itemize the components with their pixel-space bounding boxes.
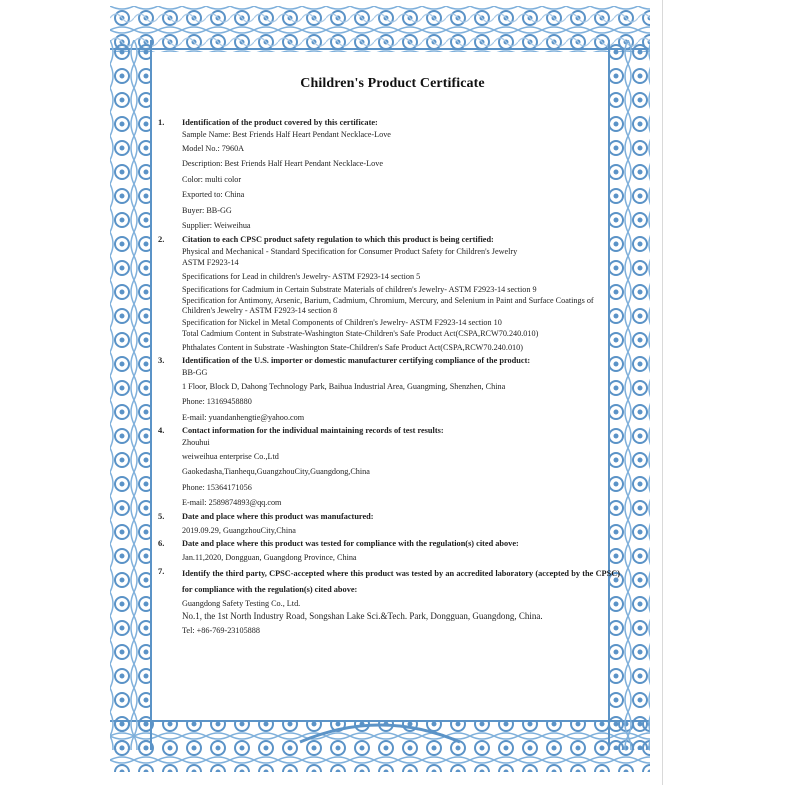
lab-phone-line: Tel: +86-769-23105888 xyxy=(182,625,260,635)
regulation-line: Physical and Mechanical - Standard Specification for Consumer Product Safety for Children's Jewelry xyxy=(182,246,518,256)
section-number: 4. xyxy=(158,425,165,435)
color-line: Color: multi color xyxy=(182,174,242,184)
ornamental-border-bottom xyxy=(110,712,650,772)
ornamental-border-left xyxy=(110,40,156,750)
regulation-line: Specification for Antimony, Arsenic, Barium, Cadmium, Chromium, Mercury, and Selenium in Paint and Surface Coatings of Children's Jewelry - ASTM F2923-14 section 8 xyxy=(182,295,594,315)
regulation-line: Total Cadmium Content in Substrate-Washington State-Children's Safe Product Act(CSPA,RCW70.240.010) xyxy=(182,329,539,338)
description-line: Description: Best Friends Half Heart Pendant Necklace-Love xyxy=(182,159,383,168)
section-2 xyxy=(158,234,618,356)
importer-email-line: E-mail: yuandanhengtie@yahoo.com xyxy=(182,412,305,422)
model-number-line: Model No.: 7960A xyxy=(182,143,245,153)
lab-name-line: Guangdong Safety Testing Co., Ltd. xyxy=(182,598,301,608)
contact-email-line: E-mail: 2589874893@qq.com xyxy=(182,498,282,507)
exported-to-line: Exported to: China xyxy=(182,190,245,199)
page-edge-divider xyxy=(662,0,663,785)
section-heading: Identification of the U.S. importer or domestic manufacturer certifying compliance of the product: xyxy=(182,356,531,365)
importer-name-line: BB-GG xyxy=(182,368,208,377)
section-number: 2. xyxy=(158,233,165,244)
contact-address-line: Gaokedasha,Tianhequ,GuangzhouCity,Guangdong,China xyxy=(182,467,370,476)
buyer-line: Buyer: BB-GG xyxy=(182,205,232,215)
regulation-line: Specifications for Cadmium in Certain Substrate Materials of children's Jewelry- ASTM F2923-14 section 9 xyxy=(182,285,537,294)
section-4 xyxy=(158,425,618,511)
importer-phone-line: Phone: 13169458880 xyxy=(182,397,252,406)
test-date-line: Jan.11,2020, Dongguan, Guangdong Province, China xyxy=(182,553,357,562)
sample-name-line: Sample Name: Best Friends Half Heart Pendant Necklace-Love xyxy=(182,130,391,139)
section-heading: Identify the third party, CPSC-accepted where this product was tested by an accredited laboratory (accepted by the CPSC) for compliance with the regulation(s) cited above: xyxy=(182,568,620,594)
section-number: 7. xyxy=(158,565,165,576)
section-heading: Identification of the product covered by this certificate: xyxy=(182,118,378,127)
section-5 xyxy=(158,511,618,539)
section-7 xyxy=(158,566,618,637)
importer-address-line: 1 Floor, Block D, Dahong Technology Park, Baihua Industrial Area, Guangming, Shenzhen, China xyxy=(182,381,506,391)
regulation-line: Specification for Nickel in Metal Components of Children's Jewelry- ASTM F2923-14 section 10 xyxy=(182,317,502,327)
manufacture-date-line: 2019.09.29, GuangzhouCity,China xyxy=(182,525,296,535)
contact-name-line: Zhouhui xyxy=(182,438,210,447)
section-1 xyxy=(158,117,618,234)
section-heading: Contact information for the individual maintaining records of test results: xyxy=(182,426,444,435)
section-3 xyxy=(158,355,618,425)
section-number: 6. xyxy=(158,538,165,548)
ornamental-border-top xyxy=(110,6,650,52)
regulation-line: Specifications for Lead in children's Jewelry- ASTM F2923-14 section 5 xyxy=(182,271,421,281)
section-number: 3. xyxy=(158,355,165,365)
regulation-line: ASTM F2923-14 xyxy=(182,258,239,267)
section-number: 5. xyxy=(158,510,165,521)
section-heading: Date and place where this product was tested for compliance with the regulation(s) cited above: xyxy=(182,539,519,548)
contact-phone-line: Phone: 15364171056 xyxy=(182,482,252,492)
certificate-body xyxy=(158,117,618,636)
certificate-title: Children's Product Certificate xyxy=(300,76,485,91)
supplier-line: Supplier: Weiweihua xyxy=(182,221,251,230)
regulation-line: Phthalates Content in Substrate -Washington State-Children's Safe Product Act(CSPA,RCW70.240.010) xyxy=(182,342,523,352)
section-heading: Citation to each CPSC product safety regulation to which this product is being certified: xyxy=(182,234,494,244)
section-number: 1. xyxy=(158,117,165,127)
section-heading: Date and place where this product was manufactured: xyxy=(182,511,374,521)
section-6 xyxy=(158,538,618,566)
lab-address-line: No.1, the 1st North Industry Road, Songshan Lake Sci.&Tech. Park, Dongguan, Guangdong, China. xyxy=(182,611,543,621)
contact-company-line: weiweihua enterprise Co.,Ltd xyxy=(182,451,279,461)
